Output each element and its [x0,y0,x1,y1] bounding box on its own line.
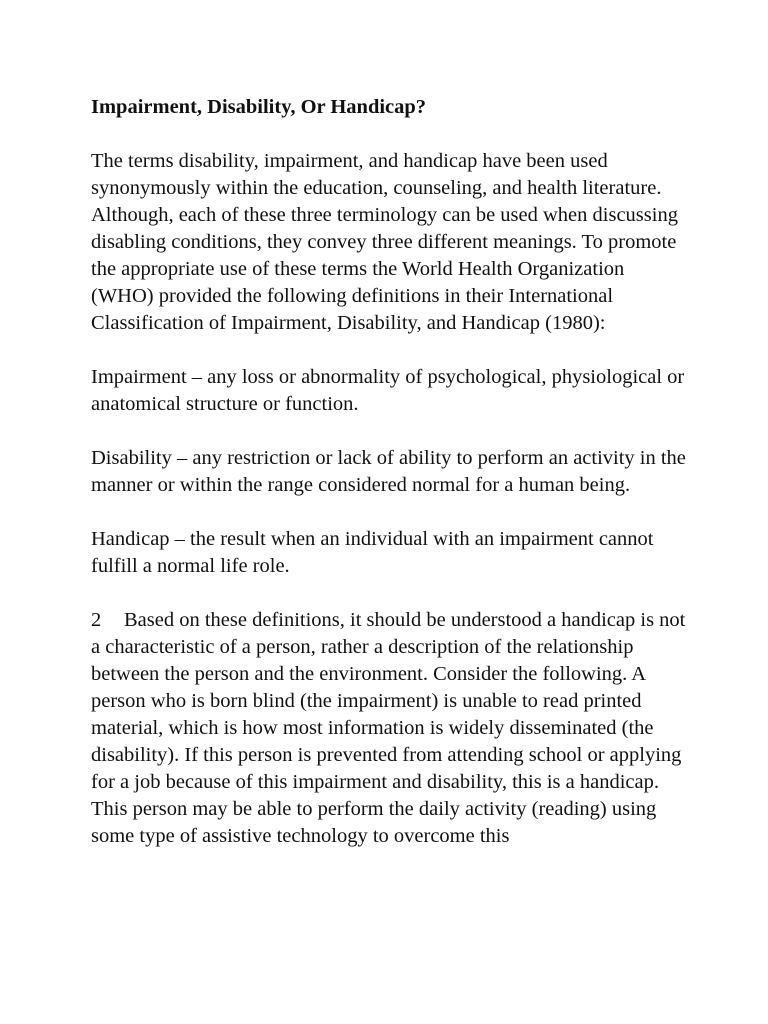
definition-handicap: Handicap – the result when an individual with an impairment cannot fulfill a normal life role. [91,528,654,577]
section-paragraph [91,607,691,850]
definition-disability: Disability – any restriction or lack of ability to perform an activity in the manner or within the range considered normal for a human being. [91,447,686,496]
definition-impairment: Impairment – any loss or abnormality of psychological, physiological or anatomical structure or function. [91,366,685,415]
section-text: Based on these definitions, it should be understood a handicap is not a characteristic of a person, rather a description of the relationship between the person and the environment. Consider the following. A person who is born blind (the impairment) is unable to read printed material, which is how most information is widely disseminated (the disability). If this person is prevented from attending school or applying for a job because of this impairment and disability, this is a handicap. This person may be able to perform the daily activity (reading) using some type of assistive technology to overcome this [91,609,686,847]
document-body [91,94,691,850]
intro-paragraph: The terms disability, impairment, and handicap have been used synonymously within the education, counseling, and health literature. Although, each of these three terminology can be used when discussing disabling conditions, they convey three different meanings. To promote the appropriate use of these terms the World Health Organization (WHO) provided the following definitions in their International Classification of Impairment, Disability, and Handicap (1980): [91,150,678,334]
section-number: 2 [91,609,102,631]
document-title: Impairment, Disability, Or Handicap? [91,96,427,118]
